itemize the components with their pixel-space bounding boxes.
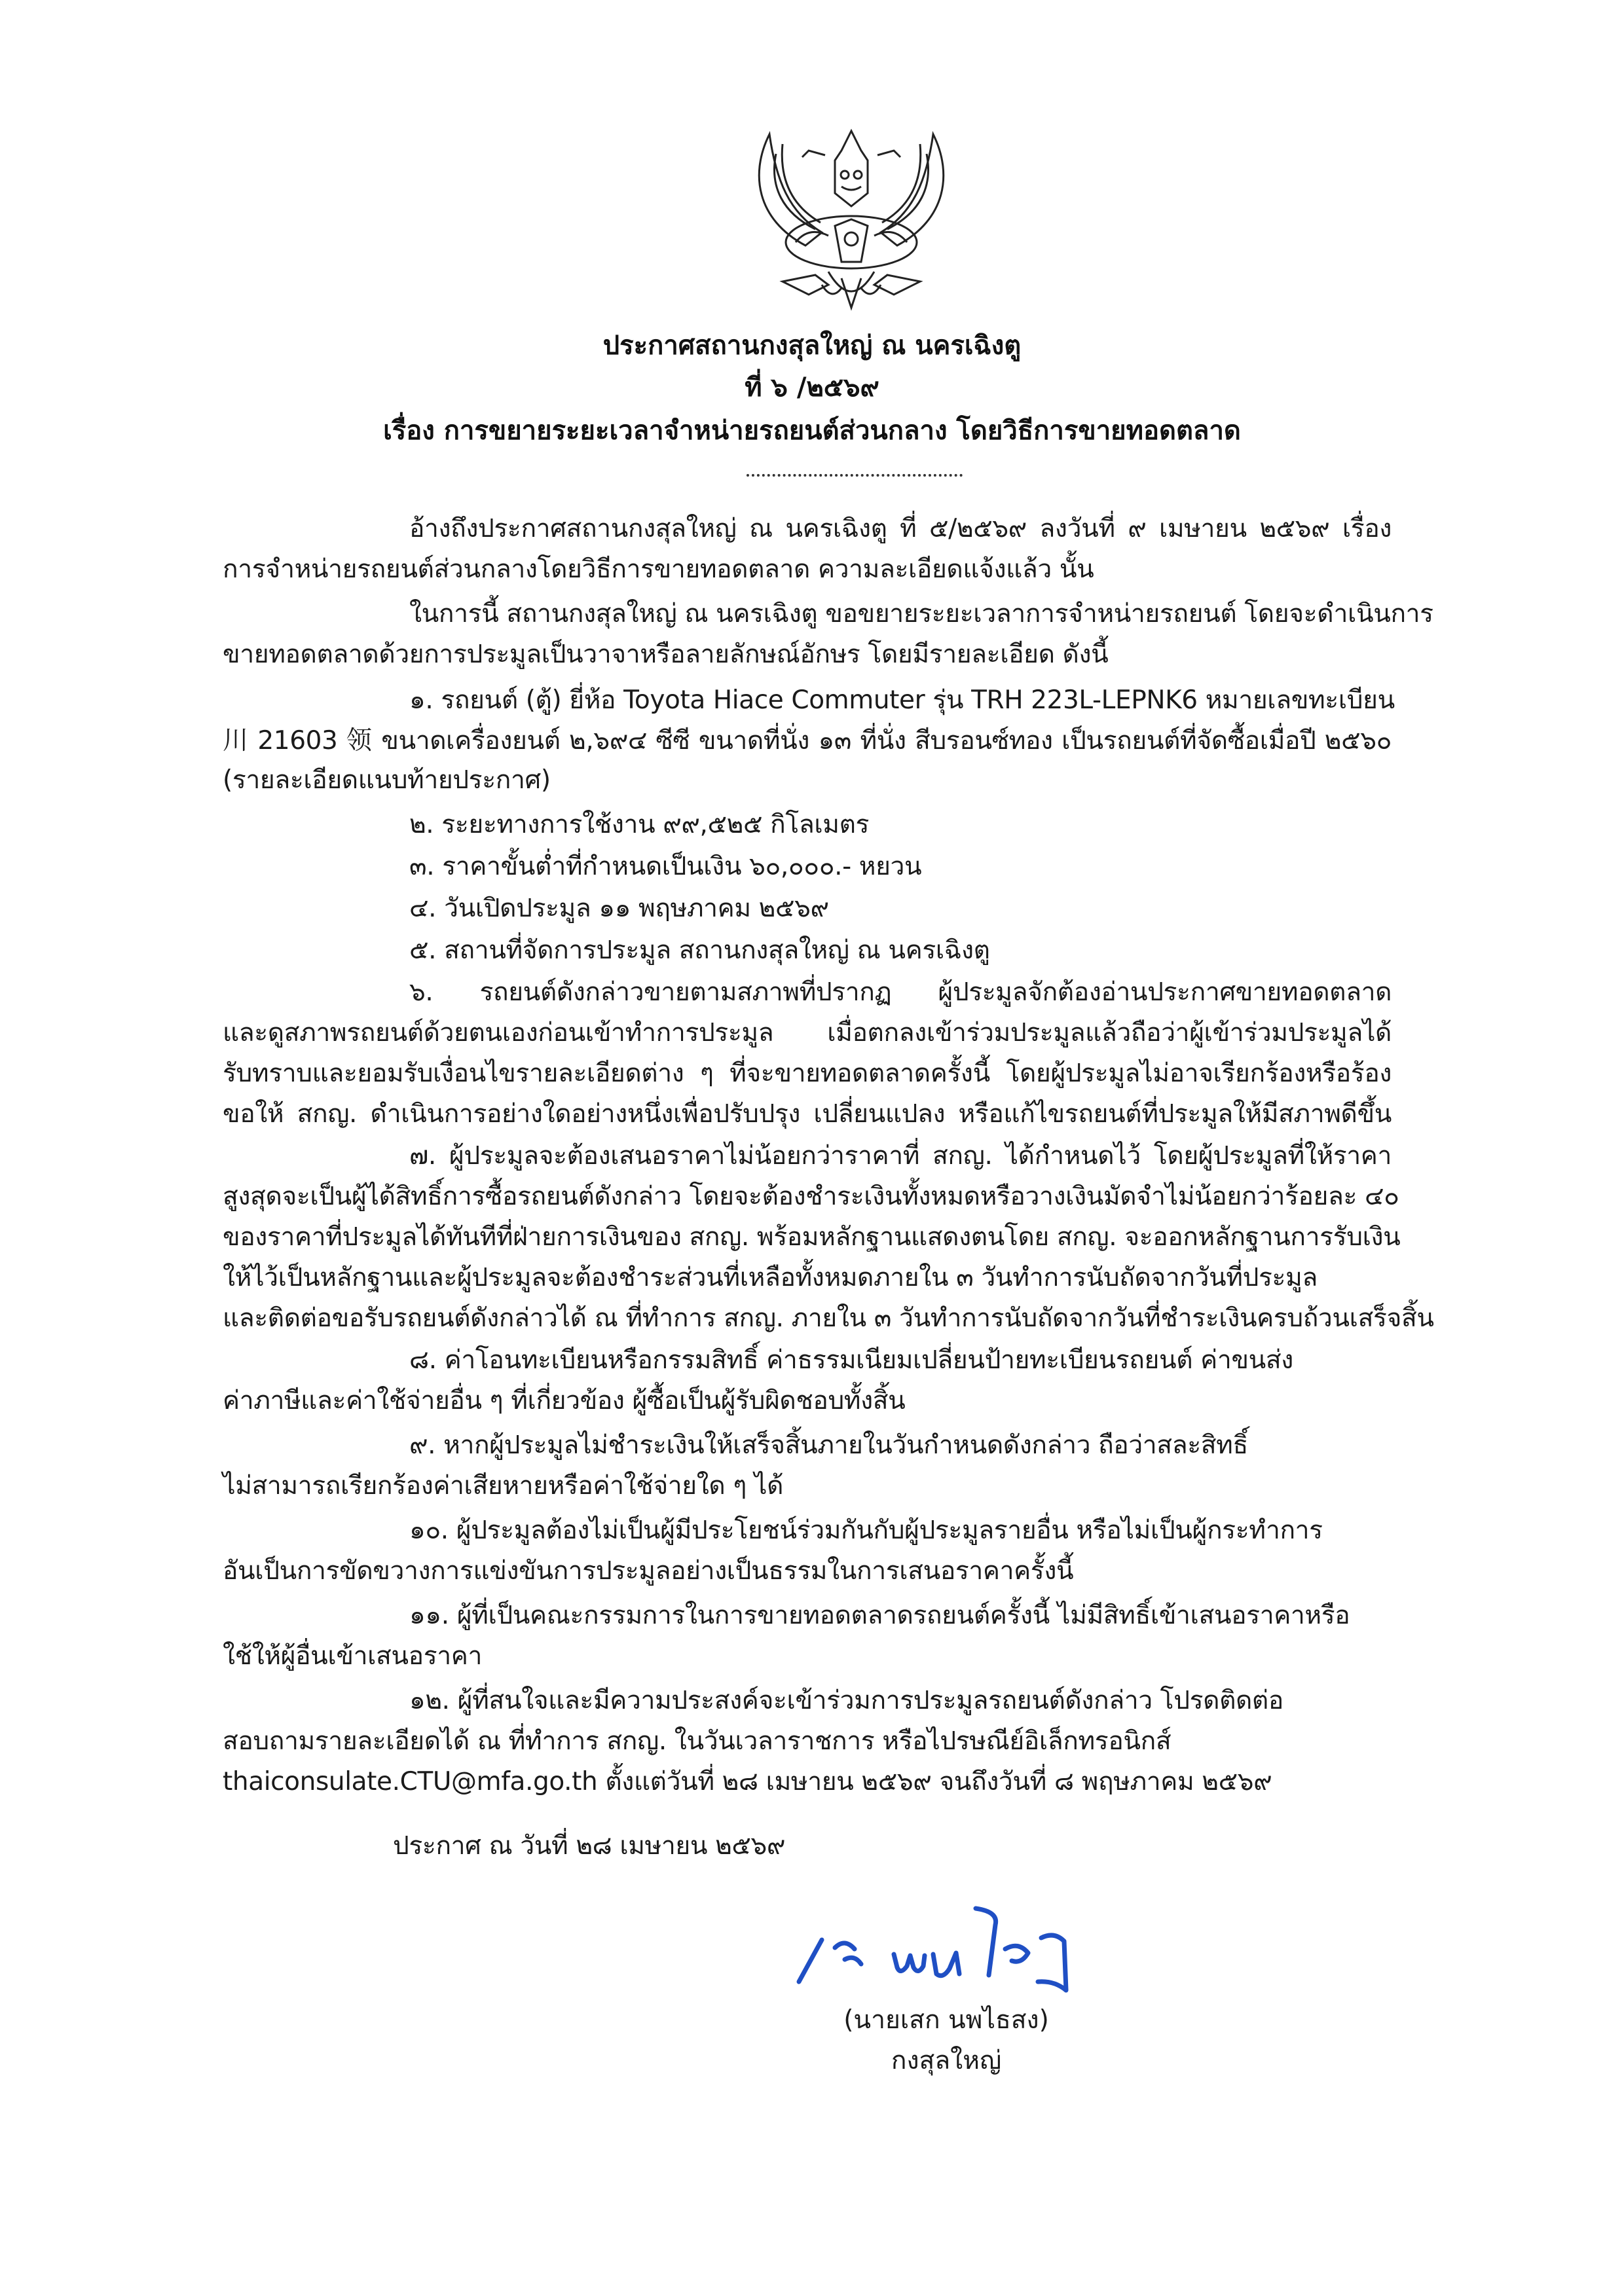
item-3: ๓. ราคาขั้นต่ำที่กำหนดเป็นเงิน ๖๐,๐๐๐.- หยวน	[409, 852, 922, 881]
announcement-title: ประกาศสถานกงสุลใหญ่ ณ นครเฉิงตู	[602, 331, 1022, 361]
para2-line: ขายทอดตลาดด้วยการประมูลเป็นวาจาหรือลายลักษณ์อักษร โดยมีรายละเอียด ดังนี้	[223, 640, 1109, 669]
signer-name: (นายเสก นพไธสง)	[843, 2005, 1049, 2035]
item-12-line: ๑๒. ผู้ที่สนใจและมีความประสงค์จะเข้าร่วมการประมูลรถยนต์ดังกล่าว โปรดติดต่อ	[409, 1686, 1283, 1715]
item-11-line: ๑๑. ผู้ที่เป็นคณะกรรมการในการขายทอดตลาดรถยนต์ครั้งนี้ ไม่มีสิทธิ์เข้าเสนอราคาหรือ	[409, 1601, 1350, 1630]
item-11-line: ใช้ให้ผู้อื่นเข้าเสนอราคา	[223, 1641, 482, 1671]
para2-line: ในการนี้ สถานกงสุลใหญ่ ณ นครเฉิงตู ขอขยายระยะเวลาการจำหน่ายรถยนต์ โดยจะดำเนินการ	[409, 599, 1433, 629]
item-7-line: สูงสุดจะเป็นผู้ได้สิทธิ์การซื้อรถยนต์ดังกล่าว โดยจะต้องชำระเงินทั้งหมดหรือวางเงินมัดจำไม่น้อยกว่าร้อยละ ๔๐	[223, 1182, 1399, 1211]
announcement-subject: เรื่อง การขยายระยะเวลาจำหน่ายรถยนต์ส่วนกลาง โดยวิธีการขายทอดตลาด	[383, 416, 1241, 446]
item-9-line: ๙. หากผู้ประมูลไม่ชำระเงินให้เสร็จสิ้นภายในวันกำหนดดังกล่าว ถือว่าสละสิทธิ์	[409, 1430, 1248, 1460]
separator-line	[747, 470, 963, 477]
item-5: ๕. สถานที่จัดการประมูล สถานกงสุลใหญ่ ณ นครเฉิงตู	[409, 936, 990, 965]
item-6-line: รับทราบและยอมรับเงื่อนไขรายละเอียดต่าง ๆ ที่จะขายทอดตลาดครั้งนี้ โดยผู้ประมูลไม่อาจเรียกร้องหรือร้อง	[223, 1059, 1392, 1088]
item-10-line: อันเป็นการขัดขวางการแข่งขันการประมูลอย่างเป็นธรรมในการเสนอราคาครั้งนี้	[223, 1556, 1074, 1586]
announcement-number: ที่ ๖ /๒๕๖๙	[745, 373, 879, 403]
item-6-line: ขอให้ สกญ. ดำเนินการอย่างใดอย่างหนึ่งเพื่อปรับปรุง เปลี่ยนแปลง หรือแก้ไขรถยนต์ที่ประมูลให้มีสภาพดีขึ้น	[223, 1099, 1392, 1129]
item-12-email-line: thaiconsulate.CTU@mfa.go.th ตั้งแต่วันที่ ๒๘ เมษายน ๒๕๖๙ จนถึงวันที่ ๘ พฤษภาคม ๒๕๖๙	[223, 1767, 1272, 1796]
item-12-line: สอบถามรายละเอียดได้ ณ ที่ทำการ สกญ. ในวันเวลาราชการ หรือไปรษณีย์อิเล็กทรอนิกส์	[223, 1726, 1172, 1756]
item-7-line: ให้ไว้เป็นหลักฐานและผู้ประมูลจะต้องชำระส่วนที่เหลือทั้งหมดภายใน ๓ วันทำการนับถัดจากวันที่ประมูล	[223, 1263, 1318, 1292]
intro-line: การจำหน่ายรถยนต์ส่วนกลางโดยวิธีการขายทอดตลาด ความละเอียดแจ้งแล้ว นั้น	[223, 555, 1094, 584]
item-1-line: ๑. รถยนต์ (ตู้) ยี่ห้อ Toyota Hiace Commuter รุ่น TRH 223L-LEPNK6 หมายเลขทะเบียน	[409, 685, 1395, 715]
item-4: ๔. วันเปิดประมูล ๑๑ พฤษภาคม ๒๕๖๙	[409, 894, 829, 923]
announced-date: ประกาศ ณ วันที่ ๒๘ เมษายน ๒๕๖๙	[393, 1831, 786, 1861]
item-1-line: 川 21603 领 ขนาดเครื่องยนต์ ๒,๖๙๔ ซีซี ขนาดที่นั่ง ๑๓ ที่นั่ง สีบรอนซ์ทอง เป็นรถยนต์ที่จัดซื้อเมื่อปี ๒๕๖๐	[223, 726, 1392, 756]
item-6-line: ๖. รถยนต์ดังกล่าวขายตามสภาพที่ปรากฏ ผู้ประมูลจักต้องอ่านประกาศขายทอดตลาด	[409, 977, 1392, 1007]
item-7-line: และติดต่อขอรับรถยนต์ดังกล่าวได้ ณ ที่ทำการ สกญ. ภายใน ๓ วันทำการนับถัดจากวันที่ชำระเงินครบถ้วนเสร็จสิ้น	[223, 1303, 1434, 1333]
item-8-line: ค่าภาษีและค่าใช้จ่ายอื่น ๆ ที่เกี่ยวข้อง ผู้ซื้อเป็นผู้รับผิดชอบทั้งสิ้น	[223, 1386, 906, 1415]
item-10-line: ๑๐. ผู้ประมูลต้องไม่เป็นผู้มีประโยชน์ร่วมกันกับผู้ประมูลรายอื่น หรือไม่เป็นผู้กระทำการ	[409, 1516, 1323, 1545]
garuda-emblem-icon	[743, 121, 959, 311]
item-7-line: ๗. ผู้ประมูลจะต้องเสนอราคาไม่น้อยกว่าราคาที่ สกญ. ได้กำหนดไว้ โดยผู้ประมูลที่ให้ราคา	[409, 1141, 1392, 1171]
item-6-line: และดูสภาพรถยนต์ด้วยตนเองก่อนเข้าทำการประมูล เมื่อตกลงเข้าร่วมประมูลแล้วถือว่าผู้เข้าร่วมประมูลได้	[223, 1018, 1392, 1048]
item-7-line: ของราคาที่ประมูลได้ทันทีที่ฝ่ายการเงินของ สกญ. พร้อมหลักฐานแสดงตนโดย สกญ. จะออกหลักฐานการรับเงิน	[223, 1222, 1401, 1252]
item-8-line: ๘. ค่าโอนทะเบียนหรือกรรมสิทธิ์ ค่าธรรมเนียมเปลี่ยนป้ายทะเบียนรถยนต์ ค่าขนส่ง	[409, 1345, 1293, 1375]
item-1-line: (รายละเอียดแนบท้ายประกาศ)	[223, 765, 551, 795]
intro-line: อ้างถึงประกาศสถานกงสุลใหญ่ ณ นครเฉิงตู ที่ ๕/๒๕๖๙ ลงวันที่ ๙ เมษายน ๒๕๖๙ เรื่อง	[409, 514, 1392, 543]
item-2: ๒. ระยะทางการใช้งาน ๙๙,๕๒๕ กิโลเมตร	[409, 810, 870, 839]
handwritten-signature	[747, 1902, 1087, 2000]
item-9-line: ไม่สามารถเรียกร้องค่าเสียหายหรือค่าใช้จ่ายใด ๆ ได้	[223, 1471, 784, 1501]
signer-title: กงสุลใหญ่	[891, 2046, 1002, 2075]
